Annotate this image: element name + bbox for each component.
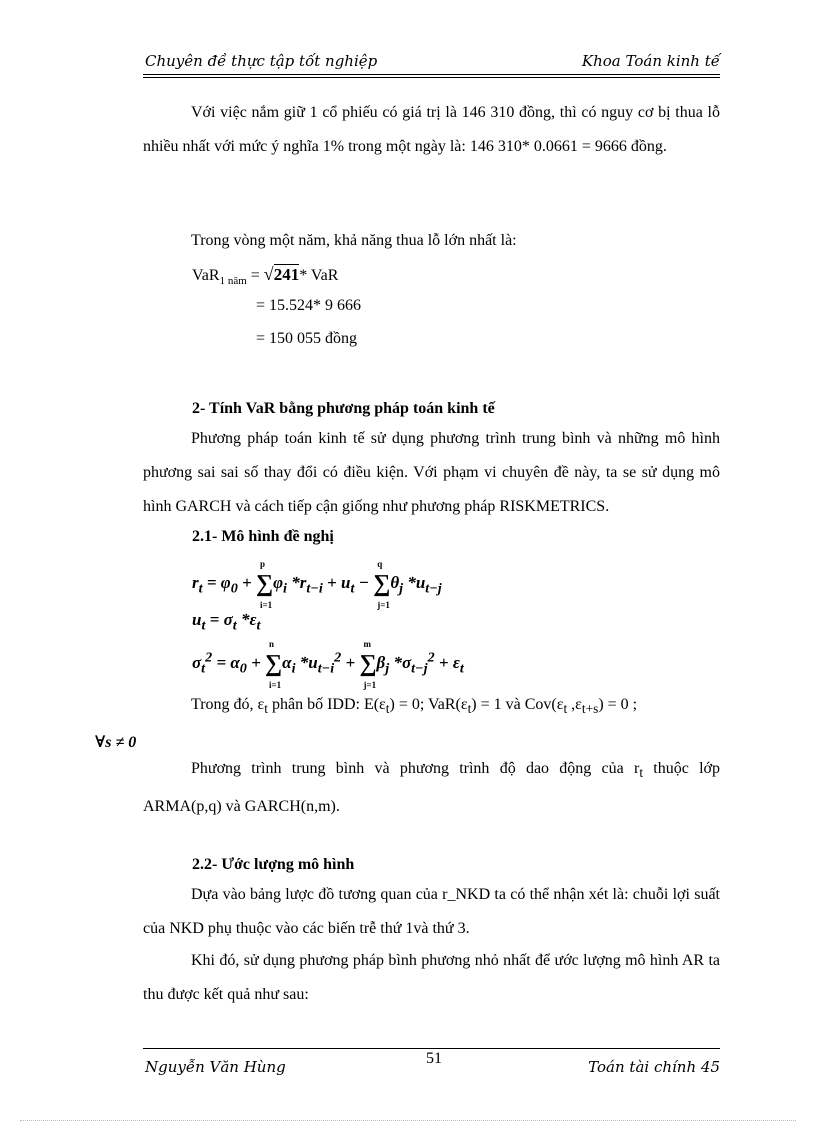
para-dua-vao: Dựa vào bảng lược đồ tương quan của r_NKD ta có thể nhận xét là: chuỗi lợi suất của NKD phụ thuộc vào các biến trễ thứ 1và thứ 3.	[143, 886, 720, 937]
para-2: Trong vòng một năm, khả năng thua lỗ lớn nhất là:	[191, 232, 517, 249]
para-khi-do: Khi đó, sử dụng phương pháp bình phương nhỏ nhất để ước lượng mô hình AR ta thu được kết quả như sau:	[143, 952, 720, 1003]
header-rule	[143, 74, 720, 75]
para-trong-do: Trong đó, $\varepsilon_t$ phân bố IDD: $E(\varepsilon_t) = 0$; $VaR(\varepsilon_t) = 1$ và $Cov(\varepsilon_t$ $,\varepsilon_{t+s}) = 0$ ; ∀s ≠ 0	[95, 696, 638, 752]
sum-sign-4: ∑ m j=1	[359, 639, 377, 690]
para-ptrinh-block	[143, 752, 720, 824]
var-calc-line-1: VaR$_{1 năm}$ = √241* VaR	[192, 264, 339, 287]
equation-1: $r_t = \varphi_0$ + ∑ p i=1 $\varphi_i$ $*r_{t-i} + u_t$ − ∑ q j=1 $\theta_j$ $*u_{t-j}$	[192, 559, 442, 610]
sub-2-1-heading-block	[192, 520, 720, 554]
para-trong-do-block	[95, 688, 720, 760]
page-number: 51	[426, 1050, 442, 1067]
equation-2: $u_t = \sigma_t$ $*\varepsilon_t$	[192, 610, 261, 634]
sqrt-sign: √	[263, 264, 274, 284]
para-dua-vao-block	[143, 878, 720, 946]
section-2-para-block	[143, 422, 720, 524]
sum-sign-2: ∑ q j=1	[373, 559, 391, 610]
header-left: Chuyên đề thực tập tốt nghiệp	[145, 52, 378, 70]
para-2-block	[143, 224, 720, 258]
header-right: Khoa Toán kinh tế	[581, 52, 720, 70]
var-lhs: VaR	[192, 267, 220, 284]
section-2-heading-block	[192, 392, 720, 426]
header-rule-2	[143, 77, 720, 78]
para-1-block	[143, 96, 720, 164]
bottom-dotted-line	[20, 1120, 796, 1121]
sum-sign-3: ∑ n i=1	[265, 639, 283, 690]
forall-expression: ∀s ≠ 0	[95, 734, 137, 752]
para-ptrinh: Phương trình trung bình và phương trình độ dao động của $r_t$ thuộc lớp ARMA(p,q) và GARCH(n,m).	[143, 760, 721, 816]
equation-3: $\sigma_t^2 = \alpha_0$ + ∑ n i=1 $\alpha_i$ $*u_{t-i}^2$ + ∑ m j=1 $\beta_j$ $*\sigma_{t-j}^2 + \varepsilon_t$	[192, 639, 464, 690]
footer-rule	[143, 1048, 720, 1049]
sqrt-number: 241	[273, 265, 300, 284]
sub-2-2-heading-block	[192, 848, 720, 882]
sum-sign-1: ∑ p i=1	[255, 559, 274, 610]
sub-2-2-heading: 2.2- Ước lượng mô hình	[192, 856, 355, 873]
footer-right: Toán tài chính 45	[588, 1058, 720, 1076]
footer-left: Nguyễn Văn Hùng	[145, 1058, 286, 1076]
para-khi-do-block	[143, 944, 720, 1012]
var-calc-line-2: = 15.524* 9 666	[256, 297, 362, 314]
var-calc-line-3: = 150 055 đồng	[256, 330, 358, 347]
section-2-heading: 2- Tính VaR bằng phương pháp toán kinh tế	[192, 400, 495, 417]
section-2-para: Phương pháp toán kinh tế sử dụng phương trình trung bình và những mô hình phương sai sai số thay đổi có điều kiện. Với phạm vi chuyên đề này, ta se sử dụng mô hình GARCH và cách tiếp cận giống như phương pháp RISKMETRICS.	[143, 430, 720, 515]
var-lhs-sub: 1 năm	[219, 275, 247, 287]
sub-2-1-heading: 2.1- Mô hình đề nghị	[192, 528, 334, 545]
var-rhs-1: * VaR	[299, 267, 339, 284]
para-1: Với việc nắm giữ 1 cổ phiếu có giá trị là 146 310 đồng, thì có nguy cơ bị thua lỗ nhiều nhất với mức ý nghĩa 1% trong một ngày là: 146 310* 0.0661 = 9666 đồng.	[143, 104, 720, 155]
